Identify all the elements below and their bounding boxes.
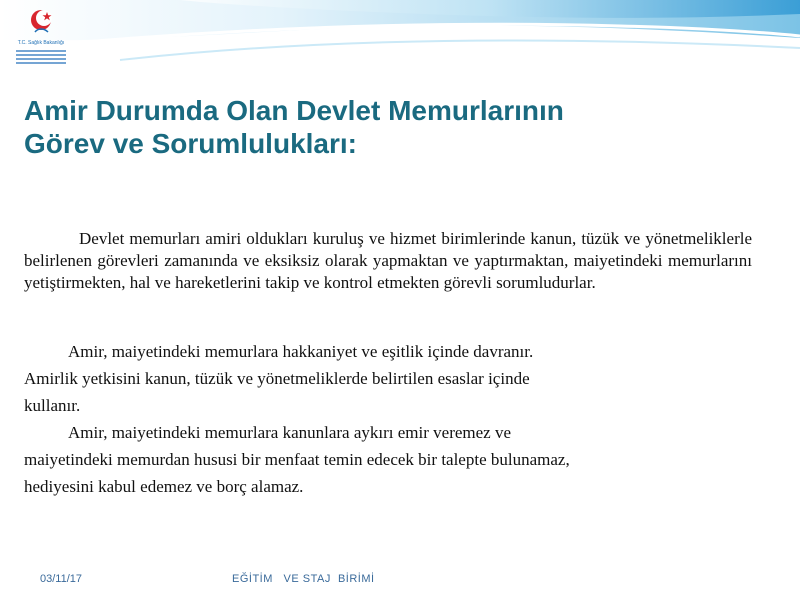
ministry-logo [6, 6, 76, 66]
title-line-1: Amir Durumda Olan Devlet Memurlarının [24, 95, 564, 126]
body-line: Amir, maiyetindeki memurlara hakkaniyet ve eşitlik içinde davranır. [68, 342, 534, 361]
title-line-2: Görev ve Sorumlulukları: [24, 128, 357, 159]
body-section-2 [24, 338, 764, 500]
header-wave-decoration [0, 0, 800, 90]
body-line: Amir, maiyetindeki memurlara kanunlara aykırı emir veremez ve [68, 423, 512, 442]
body-line: hediyesini kabul edemez ve borç alamaz. [24, 477, 304, 496]
body-line: Amirlik yetkisini kanun, tüzük ve yönetmeliklerde belirtilen esaslar içinde [24, 369, 530, 388]
body-line: kullanır. [24, 396, 81, 415]
footer-date: 03/11/17 [40, 573, 83, 585]
logo-org-text: T.C. Sağlık Bakanlığı [17, 40, 65, 46]
page-title [24, 94, 784, 160]
footer-unit-name: EĞİTİM VE STAJ BİRİMİ [232, 573, 375, 585]
crescent-star-icon [26, 6, 56, 36]
body-line: maiyetindeki memurdan hususi bir menfaat temin edecek bir talepte bulunamaz, [24, 450, 570, 469]
body-paragraph-1: Devlet memurları amiri oldukları kuruluş ve hizmet birimlerinde kanun, tüzük ve yönetmeliklerle belirlenen görevleri zamanında ve eksiksiz olarak yapmaktan ve yaptırmaktan, maiyetindeki memurlarını yetiştirmekten, hal ve hareketlerini takip ve kontrol etmekten görevli sorumludurlar. [24, 229, 752, 292]
logo-subtext-lines [16, 48, 66, 66]
